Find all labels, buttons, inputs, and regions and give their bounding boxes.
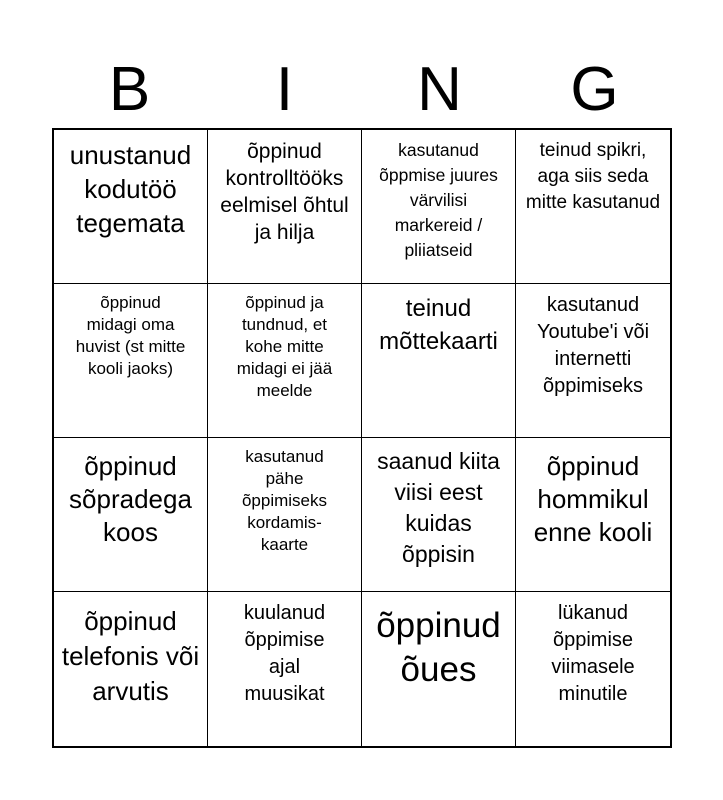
cell-text: õppinud sõpradega koos (69, 451, 192, 547)
header-letter-g: G (570, 55, 619, 124)
bingo-cell[interactable] (208, 130, 362, 284)
bingo-cell[interactable] (362, 592, 516, 746)
bingo-cell[interactable] (516, 284, 670, 438)
bingo-cell[interactable] (362, 438, 516, 592)
bingo-cell[interactable] (362, 284, 516, 438)
cell-text: õppinud midagi oma huvist (st mitte kooli jaoks) (75, 293, 186, 378)
bingo-header (52, 50, 672, 130)
bingo-cell[interactable] (362, 130, 516, 284)
bingo-cell[interactable] (208, 438, 362, 592)
bingo-cell[interactable] (516, 130, 670, 284)
cell-text: kasutanud pähe õppimiseks kordamis-kaarte (241, 447, 328, 554)
bingo-cell[interactable] (54, 438, 208, 592)
bingo-cell[interactable] (208, 284, 362, 438)
header-letter-b: B (108, 55, 151, 124)
bingo-cell[interactable] (54, 130, 208, 284)
cell-text: teinud mõttekaarti (379, 295, 498, 355)
cell-text: kuulanud õppimise ajal muusikat (243, 602, 326, 705)
cell-text: õppinud telefonis või arvutis (61, 606, 200, 706)
bingo-cell[interactable] (54, 592, 208, 746)
cell-text: lükanud õppimise viimasele minutile (551, 602, 635, 705)
header-letter-i: I (275, 55, 294, 124)
cell-text: õppinud õues (376, 606, 501, 689)
bingo-cell[interactable] (54, 284, 208, 438)
cell-text: õppinud hommikul enne kooli (533, 451, 653, 547)
bingo-grid (52, 128, 672, 748)
cell-text: saanud kiita viisi eest kuidas õppisin (377, 448, 500, 567)
cell-text: kasutanud Youtube'i või internetti õppimiseks (536, 294, 650, 397)
bingo-cell[interactable] (208, 592, 362, 746)
bingo-cell[interactable] (516, 592, 670, 746)
cell-text: õppinud kontrolltööks eelmisel õhtul ja hilja (220, 140, 349, 244)
header-letter-n: N (417, 55, 462, 124)
cell-text: kasutanud õppmise juures värvilisi markereid / pliiatseid (379, 140, 498, 260)
cell-text: teinud spikri, aga siis seda mitte kasutanud (525, 140, 661, 213)
cell-text: unustanud kodutöö tegemata (69, 140, 192, 238)
bingo-cell[interactable] (516, 438, 670, 592)
cell-text: õppinud ja tundnud, et kohe mitte midagi ei jää meelde (236, 293, 333, 400)
